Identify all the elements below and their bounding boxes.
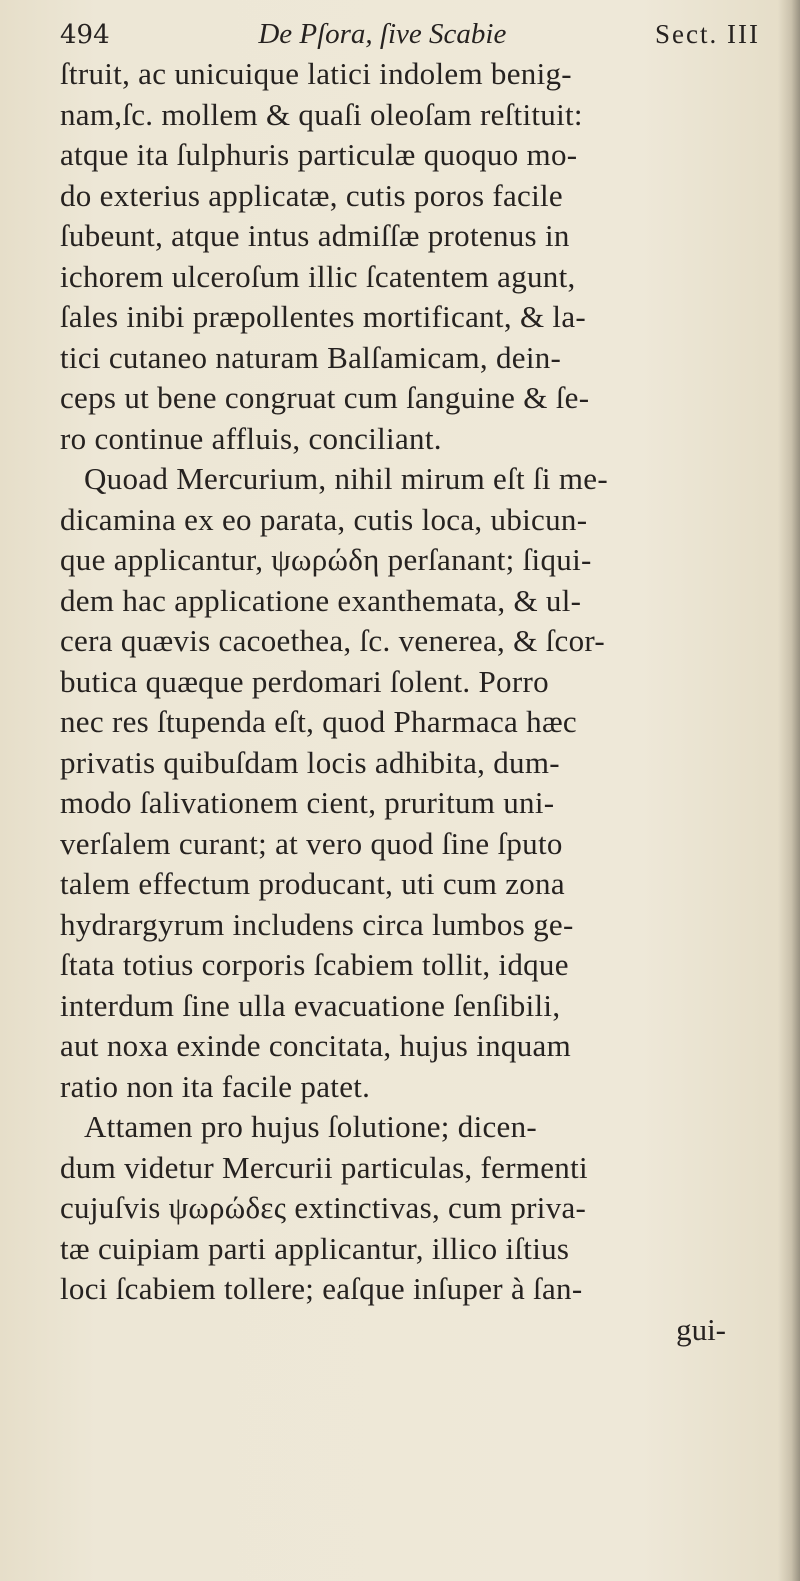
text-line: privatis quibuſdam locis adhibita, dum- <box>60 744 560 780</box>
text-line: verſalem curant; at vero quod ſine ſputo <box>60 825 563 861</box>
text-line: interdum ſine ulla evacuatione ſenſibili, <box>60 987 561 1023</box>
text-line: ceps ut bene congruat cum ſanguine & ſe- <box>60 380 590 415</box>
text-line: tæ cuipiam parti applicantur, illico iſtius <box>60 1230 570 1266</box>
text-line: que applicantur, ψωρώδη perſanant; ſiqui- <box>60 542 592 577</box>
page-edge-shadow <box>778 0 800 1581</box>
text-line: dicamina ex eo parata, cutis loca, ubicun- <box>60 501 588 537</box>
text-line: tici cutaneo naturam Balſamicam, dein- <box>60 339 562 375</box>
text-line: do exterius applicatæ, cutis poros facile <box>60 177 563 213</box>
text-line: butica quæque perdomari ſolent. Porro <box>60 663 549 699</box>
text-line: loci ſcabiem tollere; eaſque inſuper à ſan- <box>60 1271 583 1306</box>
text-line: ſales inibi præpollentes mortificant, & la- <box>60 299 587 334</box>
text-line: ichorem ulceroſum illic ſcatentem agunt, <box>60 258 576 294</box>
text-line: ſtata totius corporis ſcabiem tollit, idque <box>60 947 569 982</box>
text-line: atque ita ſulphuris particulæ quoquo mo- <box>60 137 578 172</box>
page-number: 494 <box>60 20 110 50</box>
running-title: De Pſora, ſive Scabie <box>258 18 507 50</box>
text-line: nec res ſtupenda eſt, quod Pharmaca hæc <box>60 704 577 739</box>
text-line: dem hac applicatione exanthemata, & ul- <box>60 582 582 618</box>
paragraph-start-line: Quoad Mercurium, nihil mirum eſt ſi me- <box>84 461 608 496</box>
text-line: ſtruit, ac unicuique latici indolem benig- <box>60 56 572 91</box>
text-line: dum videtur Mercurii particulas, fermenti <box>60 1149 588 1185</box>
text-line: cera quævis cacoethea, ſc. venerea, & ſcor- <box>60 623 606 658</box>
text-line: ro continue affluis, conciliant. <box>60 420 442 456</box>
running-head <box>60 14 770 54</box>
text-line: aut noxa exinde concitata, hujus inquam <box>60 1028 571 1063</box>
text-line: modo ſalivationem cient, pruritum uni- <box>60 785 555 820</box>
section-mark: Sect. III <box>655 19 760 49</box>
text-line: ſubeunt, atque intus admiſſæ protenus in <box>60 218 570 253</box>
text-line: nam,ſc. mollem & quaſi oleoſam reſtituit: <box>60 96 583 132</box>
body-text <box>60 54 770 1310</box>
text-line: talem effectum producant, uti cum zona <box>60 866 565 901</box>
catchword: gui- <box>676 1311 726 1347</box>
text-line: ratio non ita facile patet. <box>60 1068 371 1104</box>
text-line: hydrargyrum includens circa lumbos ge- <box>60 906 574 942</box>
text-line: cujuſvis ψωρώδες extinctivas, cum priva- <box>60 1190 587 1225</box>
paragraph-start-line: Attamen pro hujus ſolutione; dicen- <box>84 1109 538 1144</box>
